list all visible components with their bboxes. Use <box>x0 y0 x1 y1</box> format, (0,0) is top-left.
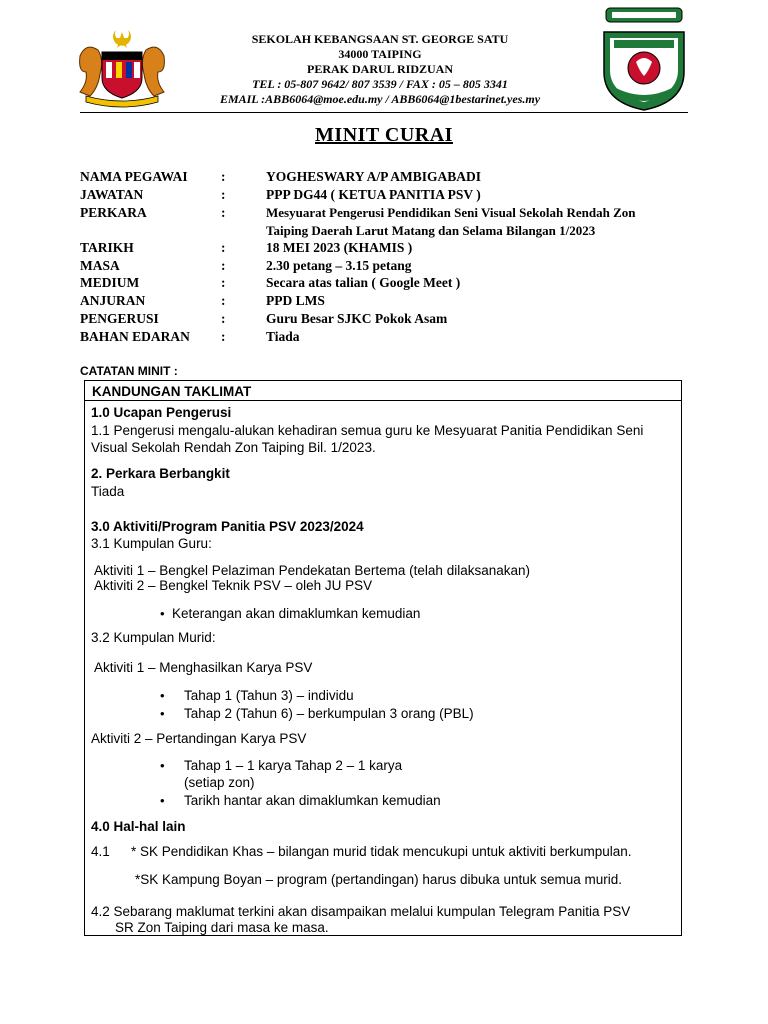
info-label: PERKARA <box>80 205 147 220</box>
info-value: 18 MEI 2023 (KHAMIS ) <box>266 240 413 255</box>
bullet-icon: • <box>160 688 165 703</box>
murid-bullet-tahap-2: Tahap 2 (Tahun 6) – berkumpulan 3 orang (PBL) <box>184 706 474 721</box>
section-4-1-item-b: *SK Kampung Boyan – program (pertandingan) harus dibuka untuk semua murid. <box>135 872 623 887</box>
info-label: MASA <box>80 258 120 273</box>
info-value: 2.30 petang – 3.15 petang <box>266 258 412 273</box>
info-value-continued: Taiping Daerah Larut Matang dan Selama Bilangan 1/2023 <box>266 223 596 238</box>
minutes-table <box>84 380 682 936</box>
section-3-2-heading: 3.2 Kumpulan Murid: <box>91 630 216 645</box>
coat-of-arms-icon <box>72 26 172 108</box>
section-2-text: Tiada <box>91 484 125 499</box>
section-4-2-text: 4.2 Sebarang maklumat terkini akan disampaikan melalui kumpulan Telegram Panitia PSV <box>91 904 631 919</box>
info-colon: : <box>221 311 226 326</box>
minutes-header-divider <box>85 400 681 401</box>
guru-bullet-text: Keterangan akan dimaklumkan kemudian <box>172 606 421 621</box>
murid-activity-2: Aktiviti 2 – Pertandingan Karya PSV <box>91 731 307 746</box>
section-4-2-text-continued: SR Zon Taiping dari masa ke masa. <box>115 920 329 935</box>
section-2-title: 2. Perkara Berbangkit <box>91 466 230 481</box>
info-colon: : <box>221 293 226 308</box>
info-colon: : <box>221 169 226 184</box>
info-label: ANJURAN <box>80 293 146 308</box>
catatan-minit-label: CATATAN MINIT : <box>80 364 178 378</box>
bullet-icon: • <box>160 706 165 721</box>
info-label: MEDIUM <box>80 275 140 290</box>
murid-bullet-karya-continued: (setiap zon) <box>184 775 255 790</box>
info-value: Tiada <box>266 329 300 344</box>
guru-activity-1: Aktiviti 1 – Bengkel Pelaziman Pendekatan Bertema (telah dilaksanakan) <box>94 563 530 578</box>
school-state: PERAK DARUL RIDZUAN <box>306 62 453 76</box>
info-value: PPP DG44 ( KETUA PANITIA PSV ) <box>266 187 481 202</box>
minutes-header: KANDUNGAN TAKLIMAT <box>92 384 252 399</box>
info-value: YOGHESWARY A/P AMBIGABADI <box>266 169 482 184</box>
school-email: EMAIL :ABB6064@moe.edu.my / ABB6064@1bestarinet.yes.my <box>219 92 541 106</box>
section-3-1-heading: 3.1 Kumpulan Guru: <box>91 536 212 551</box>
info-colon: : <box>221 275 226 290</box>
school-name: SEKOLAH KEBANGSAAN ST. GEORGE SATU <box>251 32 509 46</box>
info-label: TARIKH <box>80 240 134 255</box>
section-4-1-item-a: * SK Pendidikan Khas – bilangan murid tidak mencukupi untuk aktiviti berkumpulan. <box>131 844 632 859</box>
murid-bullet-tarikh: Tarikh hantar akan dimaklumkan kemudian <box>184 793 441 808</box>
info-label: BAHAN EDARAN <box>80 329 190 344</box>
bullet-icon: • <box>160 606 165 621</box>
section-1-text-continued: Visual Sekolah Rendah Zon Taiping Bil. 1/2023. <box>91 440 376 455</box>
section-3-title: 3.0 Aktiviti/Program Panitia PSV 2023/2024 <box>91 519 364 534</box>
info-colon: : <box>221 240 226 255</box>
guru-activity-2: Aktiviti 2 – Bengkel Teknik PSV – oleh JU PSV <box>94 578 373 593</box>
info-value: Guru Besar SJKC Pokok Asam <box>266 311 448 326</box>
murid-bullet-karya: Tahap 1 – 1 karya Tahap 2 – 1 karya <box>184 758 403 773</box>
murid-activity-1: Aktiviti 1 – Menghasilkan Karya PSV <box>94 660 313 675</box>
info-label: NAMA PEGAWAI <box>80 169 188 184</box>
info-colon: : <box>221 205 226 220</box>
section-1-title: 1.0 Ucapan Pengerusi <box>91 405 232 420</box>
bullet-icon: • <box>160 758 165 773</box>
bullet-icon: • <box>160 793 165 808</box>
info-value: Mesyuarat Pengerusi Pendidikan Seni Visual Sekolah Rendah Zon <box>266 205 636 220</box>
section-1-text: 1.1 Pengerusi mengalu-alukan kehadiran semua guru ke Mesyuarat Panitia Pendidikan Seni <box>91 423 644 438</box>
section-4-1-number: 4.1 <box>91 844 110 859</box>
document-title: MINIT CURAI <box>315 124 453 146</box>
info-label: PENGERUSI <box>80 311 159 326</box>
school-badge-icon <box>598 4 690 112</box>
murid-bullet-tahap-1: Tahap 1 (Tahun 3) – individu <box>184 688 354 703</box>
info-colon: : <box>221 187 226 202</box>
header-divider <box>80 112 688 113</box>
section-4-title: 4.0 Hal-hal lain <box>91 819 186 834</box>
info-label: JAWATAN <box>80 187 144 202</box>
school-tel-fax: TEL : 05-807 9642/ 807 3539 / FAX : 05 – 805 3341 <box>252 77 508 91</box>
info-value: PPD LMS <box>266 293 325 308</box>
info-colon: : <box>221 329 226 344</box>
info-value: Secara atas talian ( Google Meet ) <box>266 275 461 290</box>
school-postcode-city: 34000 TAIPING <box>338 47 422 61</box>
info-colon: : <box>221 258 226 273</box>
